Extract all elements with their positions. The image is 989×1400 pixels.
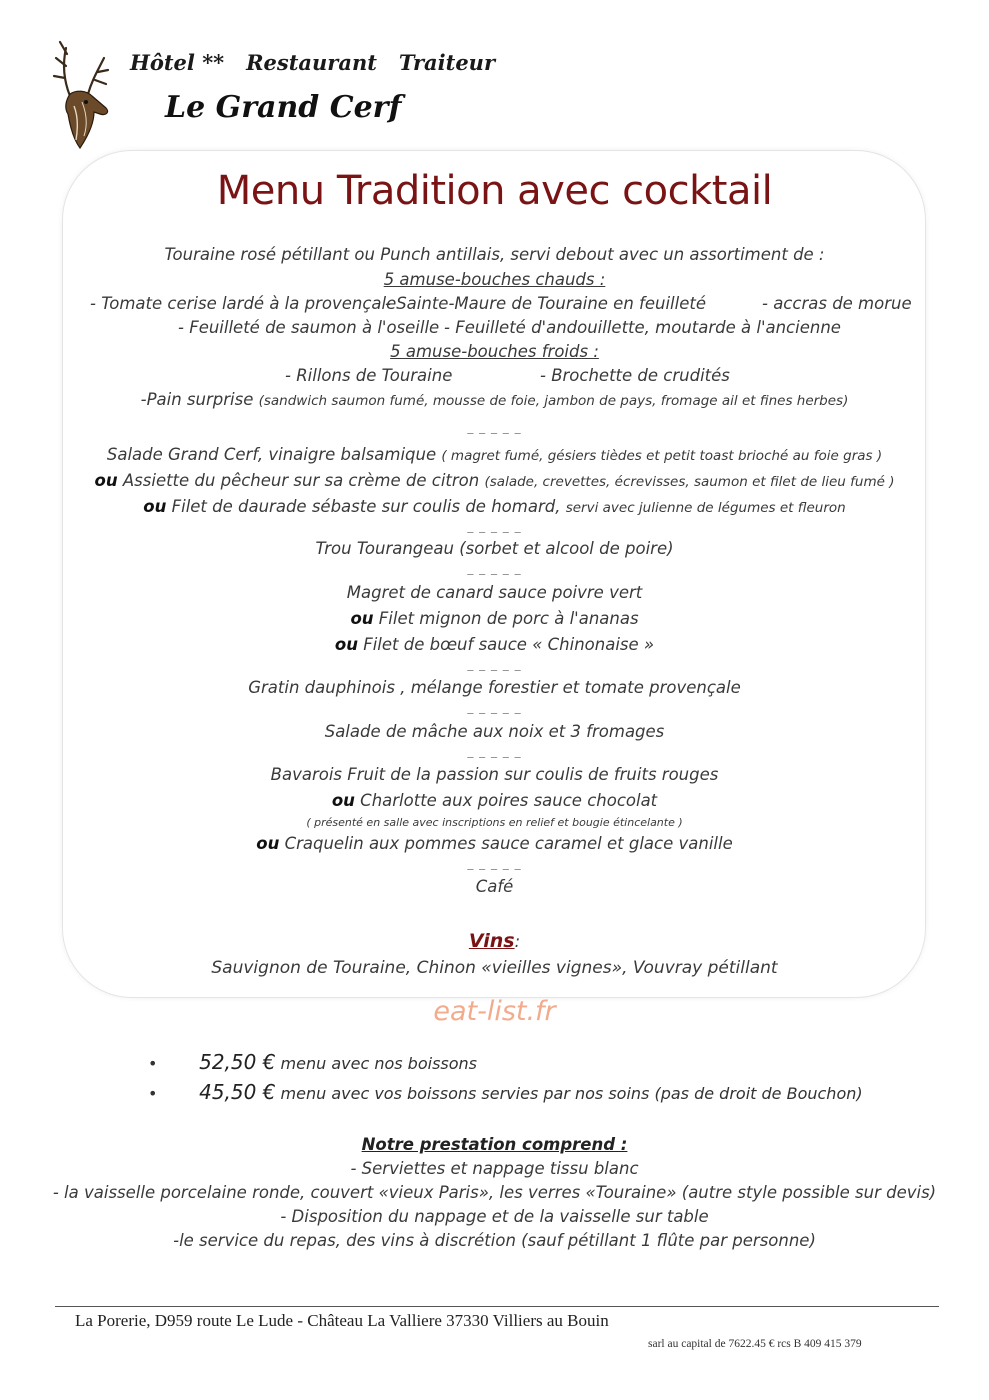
price-row (148, 1050, 477, 1074)
main-course-1: Magret de canard sauce poivre vert (346, 583, 643, 602)
starter-3-detail: servi avec julienne de légumes et fleuron (565, 500, 846, 516)
or-label: ou (256, 834, 280, 853)
course-separator: _ _ _ _ _ (467, 657, 522, 671)
salad-course: Salade de mâche aux noix et 3 fromages (324, 722, 665, 741)
main-course-3 (0, 635, 989, 654)
footer-divider (55, 1306, 939, 1307)
price-row (148, 1080, 863, 1104)
or-label: ou (331, 791, 355, 810)
dessert-2-name: Charlotte aux poires sauce chocolat (360, 791, 658, 810)
menu-title: Menu Tradition avec cocktail (216, 168, 773, 214)
wines-list: Sauvignon de Touraine, Chinon «vieilles vignes», Vouvray pétillant (211, 958, 778, 978)
starter-2-detail: (salade, crevettes, écrevisses, saumon et filet de lieu fumé ) (484, 474, 895, 490)
hot-amuse-heading: 5 amuse-bouches chauds : (383, 270, 606, 289)
coffee: Café (475, 877, 514, 896)
or-label: ou (94, 471, 118, 490)
dessert-1: Bavarois Fruit de la passion sur coulis de fruits rouges (270, 765, 719, 784)
course-separator: _ _ _ _ _ (467, 700, 522, 714)
service-heading: Notre prestation comprend : (361, 1135, 628, 1154)
cold-item-pain-surprise (0, 390, 989, 409)
main-course-2-name: Filet mignon de porc à l'ananas (378, 609, 639, 628)
starter-3-name: Filet de daurade sébaste sur coulis de homard, (171, 497, 561, 516)
wines-heading (0, 930, 989, 952)
restaurant-name: Le Grand Cerf (165, 90, 402, 125)
starter-1 (0, 445, 989, 464)
price-amount: 45,50 € (199, 1080, 276, 1104)
hot-item: - Feuilleté de saumon à l'oseille (178, 318, 440, 337)
trou-tourangeau: Trou Tourangeau (sorbet et alcool de poire) (315, 539, 674, 558)
cold-item: - Brochette de crudités (540, 366, 730, 385)
starter-2 (0, 471, 989, 490)
header-services: Hôtel ** Restaurant Traiteur (130, 50, 496, 75)
footer-legal: sarl au capital de 7622.45 € rcs B 409 415 379 (648, 1338, 862, 1350)
dessert-3 (0, 834, 989, 853)
or-label: ou (143, 497, 167, 516)
starter-3 (0, 497, 989, 516)
course-separator: _ _ _ _ _ (467, 519, 522, 533)
dessert-3-name: Craquelin aux pommes sauce caramel et glace vanille (284, 834, 733, 853)
cold-amuse-heading: 5 amuse-bouches froids : (390, 342, 599, 361)
hot-item: - Feuilleté d'andouillette, moutarde à l'ancienne (444, 318, 841, 337)
service-item: - la vaisselle porcelaine ronde, couvert «vieux Paris», les verres «Touraine» (autre style possible sur devis) (52, 1183, 937, 1202)
or-label: ou (334, 635, 358, 654)
course-separator: _ _ _ _ _ (467, 561, 522, 575)
starter-1-detail: ( magret fumé, gésiers tièdes et petit toast brioché au foie gras ) (441, 448, 883, 464)
course-separator: _ _ _ _ _ (467, 744, 522, 758)
cold-item: - Rillons de Touraine (285, 366, 453, 385)
price-amount: 52,50 € (199, 1050, 276, 1074)
price-description: menu avec nos boissons (280, 1054, 478, 1073)
main-course-2 (0, 609, 989, 628)
bullet: • (148, 1084, 158, 1103)
course-separator: _ _ _ _ _ (467, 420, 522, 434)
wines-heading-colon: : (514, 932, 521, 951)
main-course-3-name: Filet de bœuf sauce « Chinonaise » (363, 635, 655, 654)
price-description: menu avec vos boissons servies par nos soins (pas de droit de Bouchon) (280, 1084, 863, 1103)
service-item: -le service du repas, des vins à discrétion (sauf pétillant 1 flûte par personne) (173, 1231, 816, 1250)
starter-1-name: Salade Grand Cerf, vinaigre balsamique (106, 445, 437, 464)
dessert-2 (0, 791, 989, 810)
service-item: - Disposition du nappage et de la vaisselle sur table (280, 1207, 709, 1226)
dessert-2-note: ( présenté en salle avec inscriptions en relief et bougie étincelante ) (306, 816, 683, 829)
service-item: - Serviettes et nappage tissu blanc (350, 1159, 639, 1178)
side-dishes: Gratin dauphinois , mélange forestier et tomate provençale (248, 678, 741, 697)
stag-head-icon (48, 36, 128, 156)
hot-item: - Tomate cerise lardé à la provençale (90, 294, 397, 313)
or-label: ou (350, 609, 374, 628)
hot-item: - accras de morue (762, 294, 912, 313)
course-separator: _ _ _ _ _ (467, 856, 522, 870)
watermark: eat-list.fr (433, 996, 556, 1027)
pain-surprise-name: -Pain surprise (140, 390, 254, 409)
starter-2-name: Assiette du pêcheur sur sa crème de citron (122, 471, 480, 490)
bullet: • (148, 1054, 158, 1073)
footer-address: La Porerie, D959 route Le Lude - Château La Valliere 37330 Villiers au Bouin (75, 1311, 609, 1330)
cocktail-line: Touraine rosé pétillant ou Punch antillais, servi debout avec un assortiment de : (164, 245, 825, 264)
pain-surprise-detail: (sandwich saumon fumé, mousse de foie, jambon de pays, fromage ail et fines herbes) (258, 393, 849, 409)
wines-heading-label: Vins (468, 930, 515, 952)
hot-item: - Sainte-Maure de Touraine en feuilleté (385, 294, 706, 313)
